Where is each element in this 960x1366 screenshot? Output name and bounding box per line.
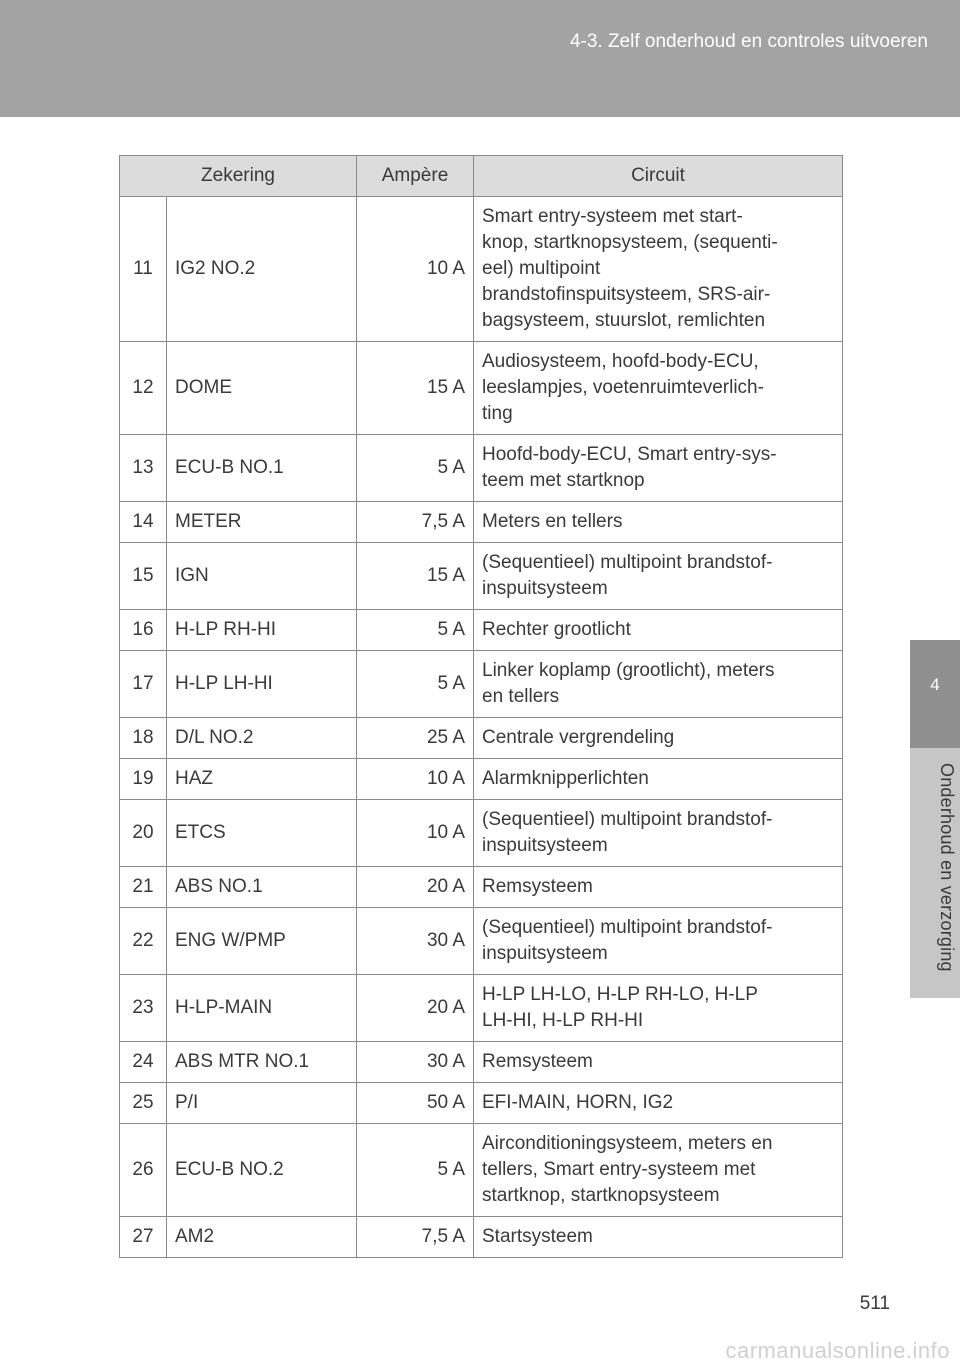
circuit-line: (Sequentieel) multipoint brandstof-	[482, 917, 773, 938]
section-title: 4-3. Zelf onderhoud en controles uitvoeren	[569, 31, 928, 52]
table-row	[120, 800, 843, 867]
fuse-ampere: 5 A	[357, 1124, 474, 1217]
table-row	[120, 543, 843, 610]
circuit-line: Meters en tellers	[482, 511, 623, 532]
fuse-circuit	[474, 543, 843, 610]
circuit-line: Alarmknipperlichten	[482, 768, 649, 789]
watermark: carmanualsonline.info	[725, 1338, 950, 1363]
table-row	[120, 1083, 843, 1124]
circuit-line: teem met startknop	[482, 470, 645, 491]
fuse-circuit	[474, 435, 843, 502]
fuse-number: 15	[120, 543, 167, 610]
fuse-number: 17	[120, 651, 167, 718]
table-row	[120, 718, 843, 759]
circuit-line: Audiosysteem, hoofd-body-ECU,	[482, 351, 759, 372]
fuse-circuit	[474, 502, 843, 543]
circuit-line: tellers, Smart entry-systeem met	[482, 1159, 756, 1180]
fuse-ampere: 7,5 A	[357, 502, 474, 543]
chapter-label: Onderhoud en verzorging	[937, 763, 957, 972]
circuit-line: Hoofd-body-ECU, Smart entry-sys-	[482, 444, 777, 465]
fuse-ampere: 20 A	[357, 975, 474, 1042]
circuit-line: Smart entry-systeem met start-	[482, 206, 743, 227]
table-header-row	[120, 156, 843, 197]
fuse-circuit	[474, 975, 843, 1042]
fuse-number: 11	[120, 197, 167, 342]
circuit-line: Airconditioningsysteem, meters en	[482, 1133, 773, 1154]
page-number: 511	[859, 1293, 890, 1314]
table-row	[120, 342, 843, 435]
circuit-line: leeslampjes, voetenruimteverlich-	[482, 377, 764, 398]
fuse-circuit	[474, 1042, 843, 1083]
fuse-name: DOME	[167, 342, 357, 435]
fuse-name: ABS NO.1	[167, 867, 357, 908]
page-header	[0, 0, 960, 117]
fuse-ampere: 50 A	[357, 1083, 474, 1124]
fuse-name: ECU-B NO.2	[167, 1124, 357, 1217]
fuse-name: IGN	[167, 543, 357, 610]
table-row	[120, 197, 843, 342]
fuse-number: 14	[120, 502, 167, 543]
fuse-ampere: 30 A	[357, 1042, 474, 1083]
fuse-circuit	[474, 651, 843, 718]
fuse-name: IG2 NO.2	[167, 197, 357, 342]
fuse-circuit	[474, 759, 843, 800]
table-row	[120, 759, 843, 800]
circuit-line: H-LP LH-LO, H-LP RH-LO, H-LP	[482, 984, 758, 1005]
table-row	[120, 1217, 843, 1258]
fuse-ampere: 30 A	[357, 908, 474, 975]
fuse-number: 25	[120, 1083, 167, 1124]
fuse-number: 22	[120, 908, 167, 975]
fuse-ampere: 25 A	[357, 718, 474, 759]
fuse-name: ETCS	[167, 800, 357, 867]
circuit-line: brandstofinspuitsysteem, SRS-air-	[482, 284, 771, 305]
fuse-number: 24	[120, 1042, 167, 1083]
fuse-number: 20	[120, 800, 167, 867]
table-row	[120, 502, 843, 543]
table-row	[120, 610, 843, 651]
fuse-circuit	[474, 718, 843, 759]
circuit-line: inspuitsysteem	[482, 943, 608, 964]
fuse-name: ENG W/PMP	[167, 908, 357, 975]
fuse-ampere: 15 A	[357, 342, 474, 435]
fuse-circuit	[474, 800, 843, 867]
fuse-ampere: 15 A	[357, 543, 474, 610]
fuse-name: ECU-B NO.1	[167, 435, 357, 502]
circuit-line: eel) multipoint	[482, 258, 601, 279]
header-circuit: Circuit	[474, 156, 843, 197]
fuse-name: HAZ	[167, 759, 357, 800]
table-row	[120, 1042, 843, 1083]
circuit-line: bagsysteem, stuurslot, remlichten	[482, 310, 766, 331]
fuse-ampere: 10 A	[357, 800, 474, 867]
circuit-line: ting	[482, 403, 513, 424]
circuit-line: LH-HI, H-LP RH-HI	[482, 1010, 644, 1031]
circuit-line: knop, startknopsysteem, (sequenti-	[482, 232, 778, 253]
fuse-name: H-LP LH-HI	[167, 651, 357, 718]
header-zekering: Zekering	[120, 156, 357, 197]
fuse-circuit	[474, 610, 843, 651]
fuse-ampere: 5 A	[357, 435, 474, 502]
circuit-line: en tellers	[482, 686, 560, 707]
fuse-name: AM2	[167, 1217, 357, 1258]
chapter-tab	[910, 640, 960, 748]
fuse-ampere: 20 A	[357, 867, 474, 908]
fuse-circuit	[474, 1217, 843, 1258]
fuse-number: 12	[120, 342, 167, 435]
circuit-line: Startsysteem	[482, 1226, 593, 1247]
table-row	[120, 651, 843, 718]
fuse-circuit	[474, 1083, 843, 1124]
circuit-line: inspuitsysteem	[482, 578, 608, 599]
circuit-line: Remsysteem	[482, 1051, 593, 1072]
fuse-name: ABS MTR NO.1	[167, 1042, 357, 1083]
header-ampere: Ampère	[357, 156, 474, 197]
circuit-line: Centrale vergrendeling	[482, 727, 675, 748]
fuse-table-body	[120, 197, 843, 1258]
fuse-ampere: 10 A	[357, 759, 474, 800]
circuit-line: inspuitsysteem	[482, 835, 608, 856]
circuit-line: (Sequentieel) multipoint brandstof-	[482, 809, 773, 830]
circuit-line: Rechter grootlicht	[482, 619, 631, 640]
table-row	[120, 975, 843, 1042]
table-row	[120, 1124, 843, 1217]
circuit-line: (Sequentieel) multipoint brandstof-	[482, 552, 773, 573]
chapter-number: 4	[930, 675, 940, 694]
fuse-number: 18	[120, 718, 167, 759]
fuse-circuit	[474, 908, 843, 975]
circuit-line: Linker koplamp (grootlicht), meters	[482, 660, 775, 681]
fuse-number: 19	[120, 759, 167, 800]
fuse-name: D/L NO.2	[167, 718, 357, 759]
table-row	[120, 435, 843, 502]
fuse-number: 16	[120, 610, 167, 651]
fuse-name: P/I	[167, 1083, 357, 1124]
table-row	[120, 867, 843, 908]
fuse-number: 26	[120, 1124, 167, 1217]
fuse-number: 21	[120, 867, 167, 908]
circuit-line: EFI-MAIN, HORN, IG2	[482, 1092, 674, 1113]
fuse-ampere: 5 A	[357, 651, 474, 718]
fuse-number: 27	[120, 1217, 167, 1258]
fuse-name: H-LP RH-HI	[167, 610, 357, 651]
fuse-number: 23	[120, 975, 167, 1042]
fuse-name: H-LP-MAIN	[167, 975, 357, 1042]
fuse-circuit	[474, 197, 843, 342]
table-row	[120, 908, 843, 975]
fuse-ampere: 5 A	[357, 610, 474, 651]
fuse-name: METER	[167, 502, 357, 543]
circuit-line: Remsysteem	[482, 876, 593, 897]
fuse-ampere: 7,5 A	[357, 1217, 474, 1258]
circuit-line: startknop, startknopsysteem	[482, 1185, 720, 1206]
fuse-ampere: 10 A	[357, 197, 474, 342]
fuse-circuit	[474, 867, 843, 908]
fuse-number: 13	[120, 435, 167, 502]
fuse-circuit	[474, 342, 843, 435]
fuse-circuit	[474, 1124, 843, 1217]
fuse-table	[119, 155, 843, 1258]
